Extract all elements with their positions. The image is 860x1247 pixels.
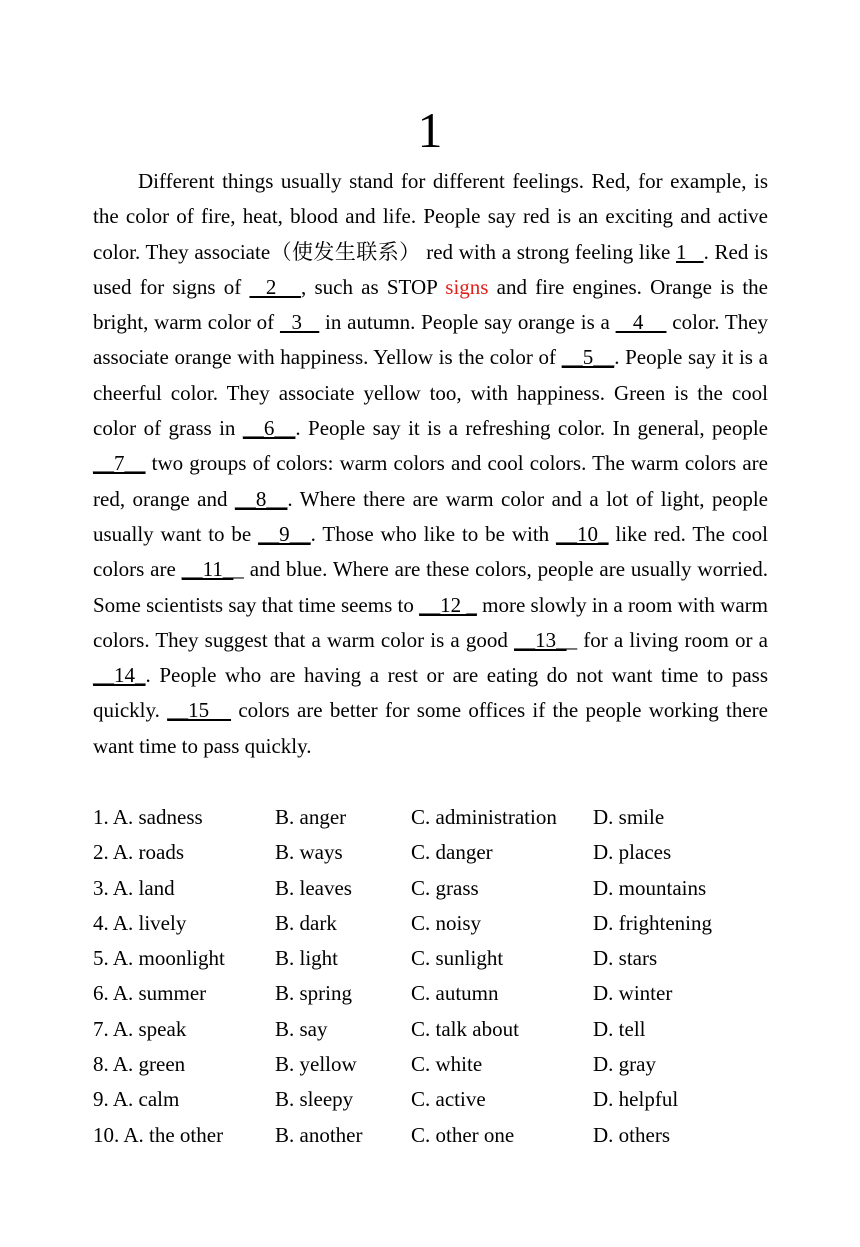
option-c: C. noisy <box>411 910 482 935</box>
option-d: D. tell <box>593 1016 646 1041</box>
option-d: D. mountains <box>593 875 707 900</box>
blank-13: __13_ <box>514 627 567 652</box>
option-d: D. winter <box>593 981 673 1006</box>
option-b: B. sleepy <box>275 1087 354 1112</box>
option-a: 4. A. lively <box>93 910 187 935</box>
page-number: 1 <box>417 102 443 158</box>
highlighted-word: signs <box>445 274 489 299</box>
option-a: 7. A. speak <box>93 1016 187 1041</box>
passage-text: . People say it is a refreshing color. In general, people <box>295 416 768 441</box>
blank-4: 4 <box>615 310 667 335</box>
option-c: C. administration <box>411 805 557 829</box>
blank-6: __6__ <box>242 416 296 441</box>
option-d: D. frightening <box>593 910 712 935</box>
option-d: D. places <box>593 840 672 865</box>
option-b: B. ways <box>275 840 343 865</box>
blank-7: __7__ <box>93 451 146 476</box>
passage-text: . People say it is a cheerful color. They associate yellow too, with happiness. Green is the cool color of grass in <box>93 345 768 441</box>
option-d: D. stars <box>593 946 658 971</box>
question-row <box>93 941 773 976</box>
blank-11: __11_ <box>181 557 234 582</box>
blank-15: __15 <box>167 698 232 723</box>
cloze-passage <box>93 164 768 764</box>
question-row <box>93 1118 773 1153</box>
option-c: C. active <box>411 1087 486 1112</box>
question-row <box>93 906 773 941</box>
question-row <box>93 835 773 870</box>
passage-text: and fire engines. Orange is the bright, warm color of <box>93 274 769 335</box>
option-c: C. danger <box>411 840 493 865</box>
option-b: B. say <box>275 1016 328 1041</box>
option-a: 1. A. sadness <box>93 805 203 829</box>
blank-1: 1 <box>676 239 704 264</box>
option-a: 2. A. roads <box>93 840 184 865</box>
option-c: C. other one <box>411 1122 515 1147</box>
passage-text: in autumn. People say orange is a <box>319 310 616 335</box>
option-d: D. others <box>593 1122 670 1147</box>
blank-9: __9__ <box>258 521 311 546</box>
option-b: B. light <box>275 946 339 971</box>
question-row <box>93 1012 773 1047</box>
question-row <box>93 800 773 835</box>
blank-14: __14_ <box>93 663 146 688</box>
option-a: 9. A. calm <box>93 1087 180 1112</box>
option-c: C. grass <box>411 875 479 900</box>
question-row <box>93 871 773 906</box>
option-c: C. white <box>411 1052 483 1077</box>
option-c: C. autumn <box>411 981 499 1006</box>
option-b: B. dark <box>275 910 337 935</box>
option-b: B. anger <box>275 805 347 829</box>
blank-3: 3 <box>279 310 320 335</box>
option-a: 3. A. land <box>93 875 175 900</box>
option-a: 8. A. green <box>93 1052 186 1077</box>
option-c: C. talk about <box>411 1016 519 1041</box>
passage-text: . People who are having a rest or are eating do not want time to pass quickly. <box>93 663 768 723</box>
question-row <box>93 1082 773 1117</box>
blank-10: __10_ <box>556 521 609 546</box>
passage-text: . Where there are warm color and a lot of light, people usually want to be <box>93 486 768 546</box>
option-d: D. gray <box>593 1052 656 1077</box>
blank-8: __8__ <box>234 486 288 511</box>
blank-12: __12 _ <box>419 592 477 617</box>
blank-5: __5__ <box>561 345 615 370</box>
option-a: 6. A. summer <box>93 981 207 1006</box>
answer-options <box>93 800 773 1153</box>
question-row <box>93 976 773 1011</box>
option-b: B. spring <box>275 981 353 1006</box>
passage-text: _ for a living room or a <box>566 627 768 652</box>
option-b: B. leaves <box>275 875 352 900</box>
option-a: 5. A. moonlight <box>93 946 225 971</box>
option-d: D. smile <box>593 805 665 829</box>
option-a: 10. A. the other <box>93 1122 224 1147</box>
passage-text: Different things usually stand for different feelings. Red, for example, is the color of fire, heat, blood and life. People say red is an exciting and active color. They associate（使发生联系） red with a strong feeling like <box>93 169 768 264</box>
option-c: C. sunlight <box>411 946 504 971</box>
passage-text: more slowly in a room with warm colors. They suggest that a warm color is a good <box>93 592 769 652</box>
passage-text: , such as STOP <box>301 274 446 299</box>
passage-text: colors are better for some offices if the people working there want time to pass quickly. <box>93 698 768 758</box>
passage-text: two groups of colors: warm colors and cool colors. The warm colors are red, orange and <box>93 451 768 511</box>
passage-text: . Red is used for signs of <box>93 239 768 299</box>
passage-text: . Those who like to be with <box>310 521 557 546</box>
question-row <box>93 1047 773 1082</box>
option-d: D. helpful <box>593 1087 679 1112</box>
passage-text: like red. The cool colors are <box>93 521 768 582</box>
passage-paragraph <box>93 164 768 764</box>
passage-text: color. They associate orange with happiness. Yellow is the color of <box>93 310 769 370</box>
option-b: B. another <box>275 1122 363 1147</box>
passage-text: _ and blue. Where are these colors, people are usually worried. Some scientists say that time seems to <box>93 557 768 617</box>
option-b: B. yellow <box>275 1052 357 1077</box>
blank-2: 2 <box>249 274 302 299</box>
